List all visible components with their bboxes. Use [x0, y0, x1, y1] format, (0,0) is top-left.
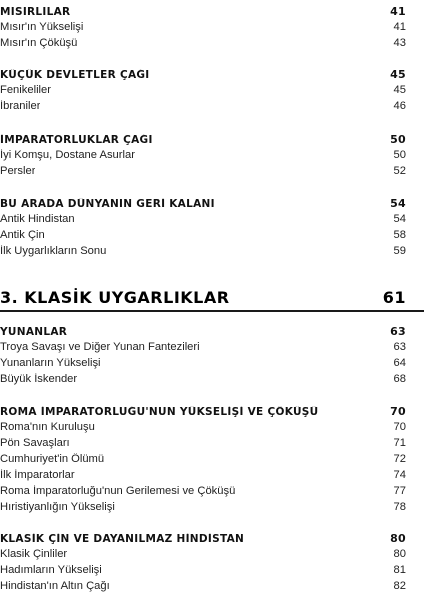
toc-entry[interactable]	[0, 421, 406, 433]
entry-page: 74	[393, 469, 406, 481]
chapter-rule	[0, 310, 424, 312]
section-title: MISIRLILAR	[0, 6, 71, 18]
toc-entry[interactable]	[0, 165, 406, 177]
section-title: BU ARADA DÜNYANIN GERİ KALANI	[0, 198, 215, 210]
entry-title: Troya Savaşı ve Diğer Yunan Fantezileri	[0, 341, 200, 353]
entry-page: 41	[393, 21, 406, 33]
entry-title: Antik Hindistan	[0, 213, 75, 225]
entry-title: Pön Savaşları	[0, 437, 70, 449]
entry-page: 72	[393, 453, 406, 465]
entry-title: Klasik Çinliler	[0, 548, 68, 560]
entry-page: 58	[393, 229, 406, 241]
entry-page: 46	[393, 100, 406, 112]
entry-title: Hindistan'ın Altın Çağı	[0, 580, 110, 592]
section-page: 63	[390, 325, 406, 338]
chapter-heading[interactable]	[0, 288, 406, 307]
toc-entry[interactable]	[0, 453, 406, 465]
entry-page: 81	[393, 564, 406, 576]
entry-title: Büyük İskender	[0, 373, 78, 385]
toc-entry[interactable]	[0, 21, 406, 33]
entry-title: Cumhuriyet'in Ölümü	[0, 453, 105, 465]
section-page: 54	[390, 197, 406, 210]
entry-title: İlk İmparatorlar	[0, 469, 75, 481]
toc-entry[interactable]	[0, 469, 406, 481]
entry-title: Fenikeliler	[0, 84, 51, 96]
entry-page: 71	[393, 437, 406, 449]
entry-page: 52	[393, 165, 406, 177]
entry-page: 78	[393, 501, 406, 513]
section-heading[interactable]	[0, 68, 406, 81]
entry-page: 54	[393, 213, 406, 225]
toc-entry[interactable]	[0, 229, 406, 241]
chapter-page: 61	[382, 288, 406, 307]
entry-page: 45	[393, 84, 406, 96]
entry-page: 70	[393, 421, 406, 433]
entry-title: Mısır'ın Yükselişi	[0, 21, 84, 33]
toc-entry[interactable]	[0, 501, 406, 513]
entry-title: Roma'nın Kuruluşu	[0, 421, 95, 433]
toc-entry[interactable]	[0, 548, 406, 560]
entry-page: 63	[393, 341, 406, 353]
toc-entry[interactable]	[0, 564, 406, 576]
section-heading[interactable]	[0, 325, 406, 338]
toc-entry[interactable]	[0, 149, 406, 161]
section-page: 80	[390, 532, 406, 545]
section-heading[interactable]	[0, 133, 406, 146]
toc-entry[interactable]	[0, 100, 406, 112]
section-title: YUNANLAR	[0, 326, 68, 338]
section-page: 45	[390, 68, 406, 81]
entry-page: 77	[393, 485, 406, 497]
entry-title: Yunanların Yükselişi	[0, 357, 101, 369]
toc-entry[interactable]	[0, 245, 406, 257]
entry-title: İlk Uygarlıkların Sonu	[0, 245, 107, 257]
toc-entry[interactable]	[0, 213, 406, 225]
toc-entry[interactable]	[0, 373, 406, 385]
toc-entry[interactable]	[0, 437, 406, 449]
chapter-title: 3. KLASİK UYGARLIKLAR	[0, 288, 230, 307]
section-page: 70	[390, 405, 406, 418]
toc-entry[interactable]	[0, 37, 406, 49]
entry-title: Hıristiyanlığın Yükselişi	[0, 501, 115, 513]
entry-title: Mısır'ın Çöküşü	[0, 37, 78, 49]
entry-page: 43	[393, 37, 406, 49]
section-heading[interactable]	[0, 197, 406, 210]
entry-page: 68	[393, 373, 406, 385]
section-title: KLASİK ÇİN VE DAYANILMAZ HİNDİSTAN	[0, 533, 245, 545]
section-heading[interactable]	[0, 5, 406, 18]
entry-page: 64	[393, 357, 406, 369]
section-heading[interactable]	[0, 532, 406, 545]
entry-title: Persler	[0, 165, 36, 177]
entry-title: Antik Çin	[0, 229, 45, 241]
toc-entry[interactable]	[0, 485, 406, 497]
toc-entry[interactable]	[0, 580, 406, 592]
section-page: 50	[390, 133, 406, 146]
section-page: 41	[390, 5, 406, 18]
toc-entry[interactable]	[0, 84, 406, 96]
toc-entry[interactable]	[0, 357, 406, 369]
section-heading[interactable]	[0, 405, 406, 418]
section-title: İMPARATORLUKLAR ÇAĞI	[0, 134, 153, 146]
toc-entry[interactable]	[0, 341, 406, 353]
entry-title: Roma İmparatorluğu'nun Gerilemesi ve Çöküşü	[0, 485, 236, 497]
entry-page: 80	[393, 548, 406, 560]
entry-title: İyi Komşu, Dostane Asurlar	[0, 149, 135, 161]
entry-title: Hadımların Yükselişi	[0, 564, 102, 576]
entry-page: 82	[393, 580, 406, 592]
section-title: ROMA İMPARATORLUĞU'NUN YÜKSELİŞİ VE ÇÖKÜŞÜ	[0, 406, 319, 418]
entry-page: 50	[393, 149, 406, 161]
section-title: KÜÇÜK DEVLETLER ÇAĞI	[0, 69, 150, 81]
entry-page: 59	[393, 245, 406, 257]
entry-title: İbraniler	[0, 100, 41, 112]
